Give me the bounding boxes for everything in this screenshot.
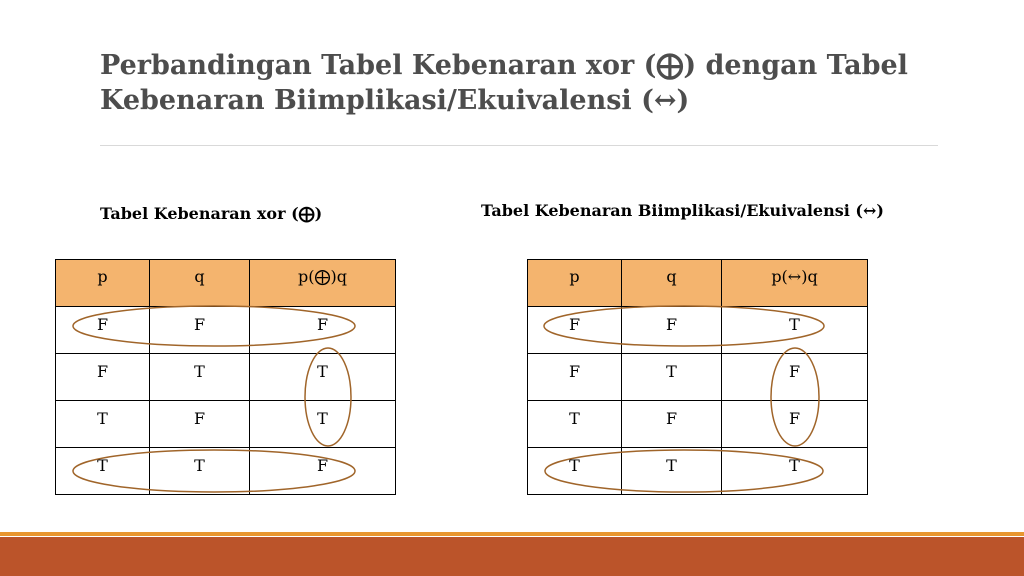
table-cell: T	[150, 354, 250, 401]
header-cell-result: p(↔)q	[722, 260, 868, 307]
biimplication-table-caption: Tabel Kebenaran Biimplikasi/Ekuivalensi (↔)	[481, 201, 884, 220]
table-cell: F	[528, 307, 622, 354]
slide-title-line-2: Kebenaran Biimplikasi/Ekuivalensi (↔)	[100, 85, 690, 116]
table-row	[56, 354, 396, 401]
table-cell: F	[528, 354, 622, 401]
table-cell: T	[722, 307, 868, 354]
table-cell: F	[722, 401, 868, 448]
table-cell: T	[528, 448, 622, 495]
table-cell: F	[722, 354, 868, 401]
table-cell: F	[250, 307, 396, 354]
table-cell: F	[250, 448, 396, 495]
table-cell: T	[528, 401, 622, 448]
table-cell: T	[56, 448, 150, 495]
footer-bar	[0, 537, 1024, 576]
table-cell: T	[722, 448, 868, 495]
table-cell: T	[150, 448, 250, 495]
table-cell: F	[150, 307, 250, 354]
table-cell: F	[56, 354, 150, 401]
title-divider	[100, 145, 938, 146]
slide-title-line-1: Perbandingan Tabel Kebenaran xor (⨁) dengan Tabel	[100, 50, 908, 81]
table-cell: T	[622, 354, 722, 401]
table-cell: F	[622, 307, 722, 354]
table-cell: T	[250, 401, 396, 448]
table-header-row	[56, 260, 396, 307]
table-row	[528, 354, 868, 401]
biimplication-truth-table	[527, 259, 868, 495]
table-row	[56, 307, 396, 354]
table-row	[528, 448, 868, 495]
header-cell-p: p	[528, 260, 622, 307]
xor-truth-table	[55, 259, 396, 495]
table-header-row	[528, 260, 868, 307]
footer-accent-line	[0, 532, 1024, 536]
table-cell: F	[56, 307, 150, 354]
table-row	[56, 401, 396, 448]
header-cell-p: p	[56, 260, 150, 307]
table-cell: T	[622, 448, 722, 495]
table-cell: F	[150, 401, 250, 448]
xor-table-caption: Tabel Kebenaran xor (⨁)	[100, 204, 323, 223]
slide-title	[100, 48, 960, 118]
header-cell-q: q	[150, 260, 250, 307]
table-cell: T	[250, 354, 396, 401]
header-cell-q: q	[622, 260, 722, 307]
table-row	[528, 307, 868, 354]
table-cell: F	[622, 401, 722, 448]
header-cell-result: p(⨁)q	[250, 260, 396, 307]
table-cell: T	[56, 401, 150, 448]
table-row	[528, 401, 868, 448]
table-row	[56, 448, 396, 495]
